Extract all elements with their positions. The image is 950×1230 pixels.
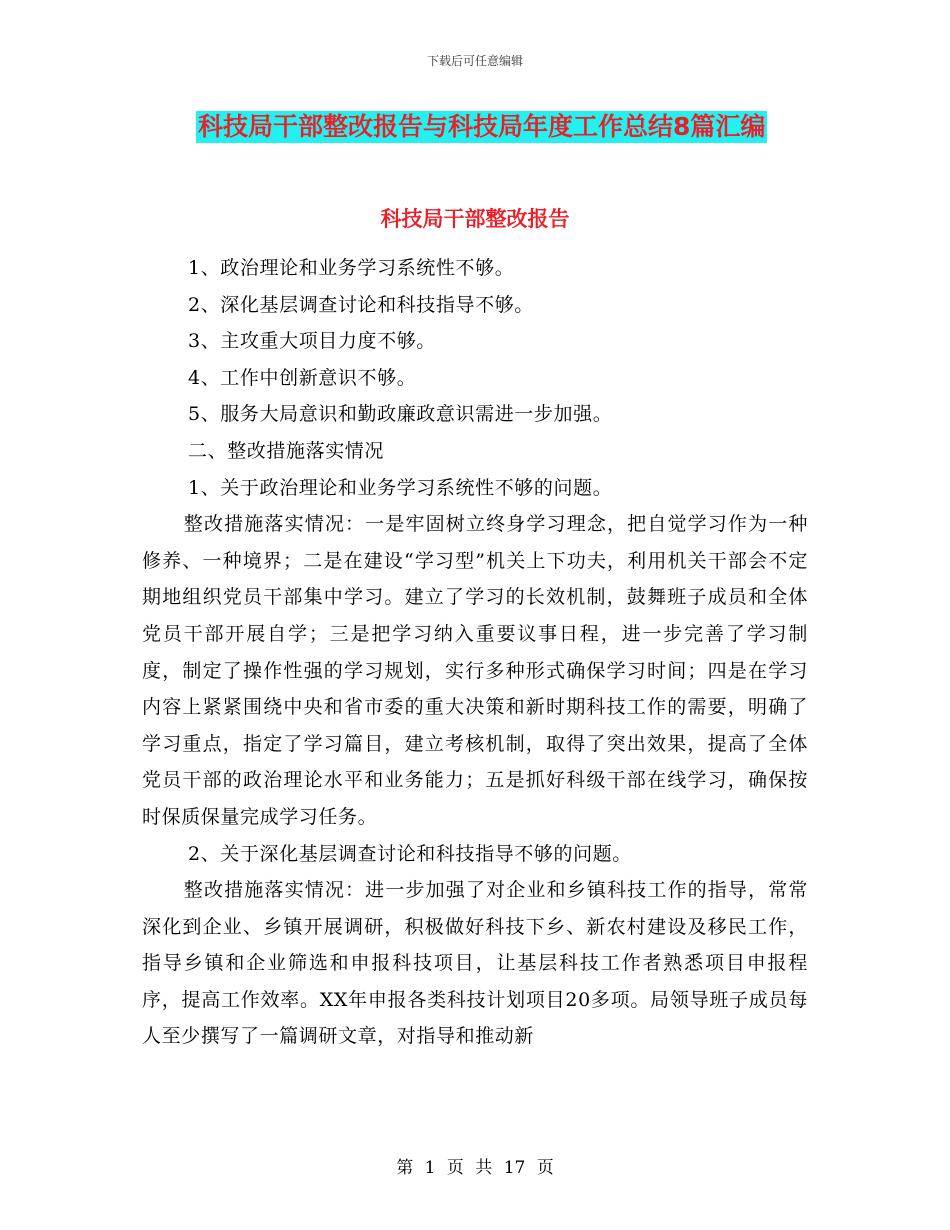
section-title: 科技局干部整改报告 [380,207,570,231]
subheading: 二、整改措施落实情况 [188,439,385,462]
subheading: 1、关于政治理论和业务学习系统性不够的问题。 [188,476,613,499]
paragraph: 整改措施落实情况：进一步加强了对企业和乡镇科技工作的指导，常常深化到企业、乡镇开展调研，积极做好科技下乡、新农村建设及移民工作，指导乡镇和企业筛选和申报科技项目，让基层科技工作者熟悉项目申报程序，提高工作效率。XX年申报各类科技计划项目20多项。局领导班子成员每人至少撰写了一篇调研文章，对指导和推动新 [142,879,808,1048]
header-note: 下载后可任意编辑 [426,54,523,68]
paragraph: 整改措施落实情况：一是牢固树立终身学习理念，把自觉学习作为一种修养、一种境界；二是在建设“学习型”机关上下功夫，利用机关干部会不定期地组织党员干部集中学习。建立了学习的长效机制，鼓舞班子成员和全体党员干部开展自学；三是把学习纳入重要议事日程，进一步完善了学习制度，制定了操作性强的学习规划，实行多种形式确保学习时间；四是在学习内容上紧紧围绕中央和省市委的重大决策和新时期科技工作的需要，明确了学习重点，指定了学习篇目，建立考核机制，取得了突出效果，提高了全体党员干部的政治理论水平和业务能力；五是抓好科级干部在线学习，确保按时保质保量完成学习任务。 [142,513,808,828]
page-number: 第 1 页 共 17 页 [396,1158,554,1178]
list-item: 2、深化基层调查讨论和科技指导不够。 [188,293,534,316]
document-title: 科技局干部整改报告与科技局年度工作总结8篇汇编 [198,112,766,141]
subheading: 2、关于深化基层调查讨论和科技指导不够的问题。 [188,842,632,865]
document-body [142,250,808,1055]
list-item: 4、工作中创新意识不够。 [188,366,417,389]
list-item: 5、服务大局意识和勤政廉政意识需进一步加强。 [188,403,613,426]
list-item: 3、主攻重大项目力度不够。 [188,330,436,353]
list-item: 1、政治理论和业务学习系统性不够。 [188,257,515,279]
